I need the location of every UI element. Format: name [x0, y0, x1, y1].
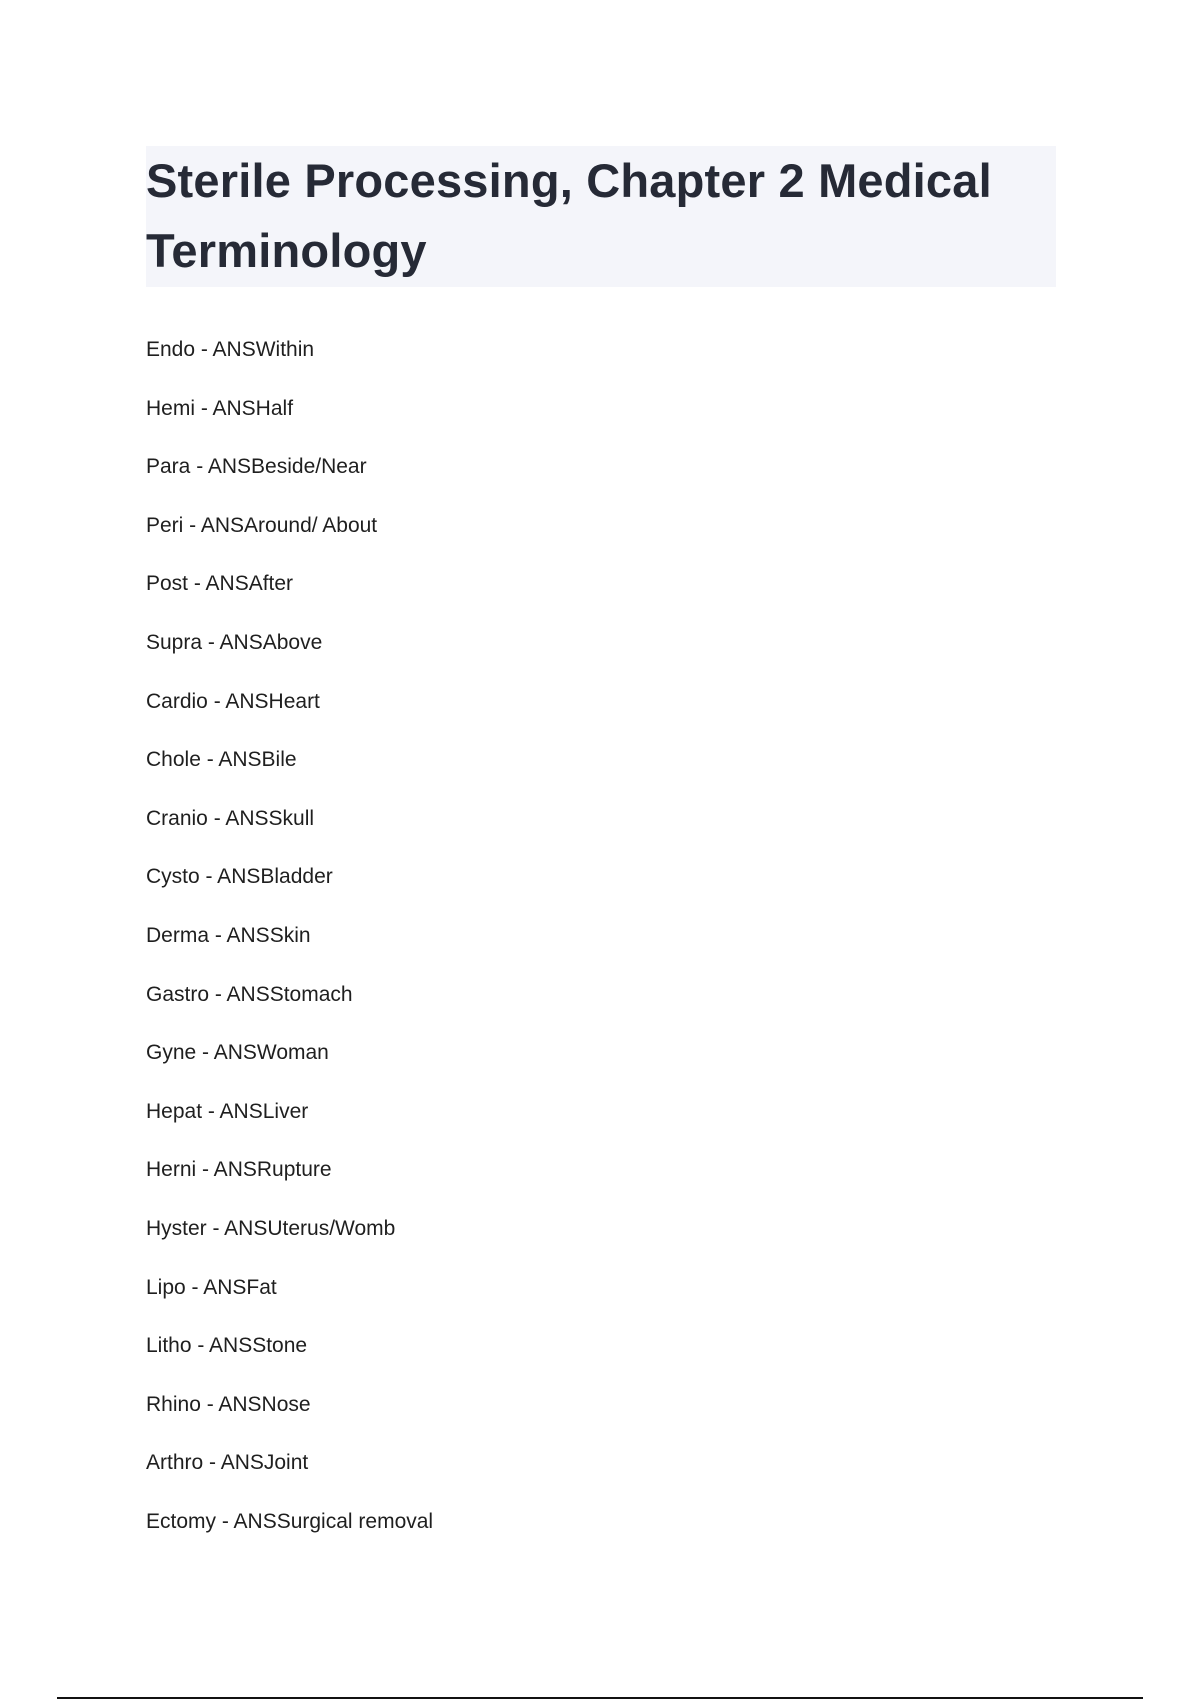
list-item: Hepat - ANSLiver — [146, 1099, 309, 1123]
list-item: Derma - ANSSkin — [146, 923, 311, 947]
list-item: Hyster - ANSUterus/Womb — [146, 1216, 396, 1240]
list-item: Peri - ANSAround/ About — [146, 513, 378, 537]
list-item: Cranio - ANSSkull — [146, 806, 315, 830]
list-item: Para - ANSBeside/Near — [146, 455, 367, 479]
list-item: Herni - ANSRupture — [146, 1158, 332, 1182]
list-item: Lipo - ANSFat — [146, 1275, 277, 1299]
list-item: Supra - ANSAbove — [146, 630, 323, 654]
footer-divider — [57, 1697, 1143, 1699]
list-item: Rhino - ANSNose — [146, 1392, 311, 1416]
list-item: Endo - ANSWithin — [146, 338, 315, 361]
list-item: Gyne - ANSWoman — [146, 1041, 329, 1065]
list-item: Gastro - ANSStomach — [146, 982, 353, 1006]
list-item: Cysto - ANSBladder — [146, 865, 333, 889]
list-item: Arthro - ANSJoint — [146, 1451, 309, 1475]
terminology-list — [146, 338, 433, 1568]
title-block — [146, 146, 1056, 287]
list-item: Hemi - ANSHalf — [146, 396, 294, 420]
document-title: Sterile Processing, Chapter 2 Medical Terminology — [146, 154, 992, 277]
list-item: Chole - ANSBile — [146, 748, 297, 772]
list-item: Ectomy - ANSSurgical removal — [146, 1509, 434, 1533]
list-item: Litho - ANSStone — [146, 1334, 308, 1358]
list-item: Cardio - ANSHeart — [146, 689, 320, 713]
list-item: Post - ANSAfter — [146, 572, 294, 596]
